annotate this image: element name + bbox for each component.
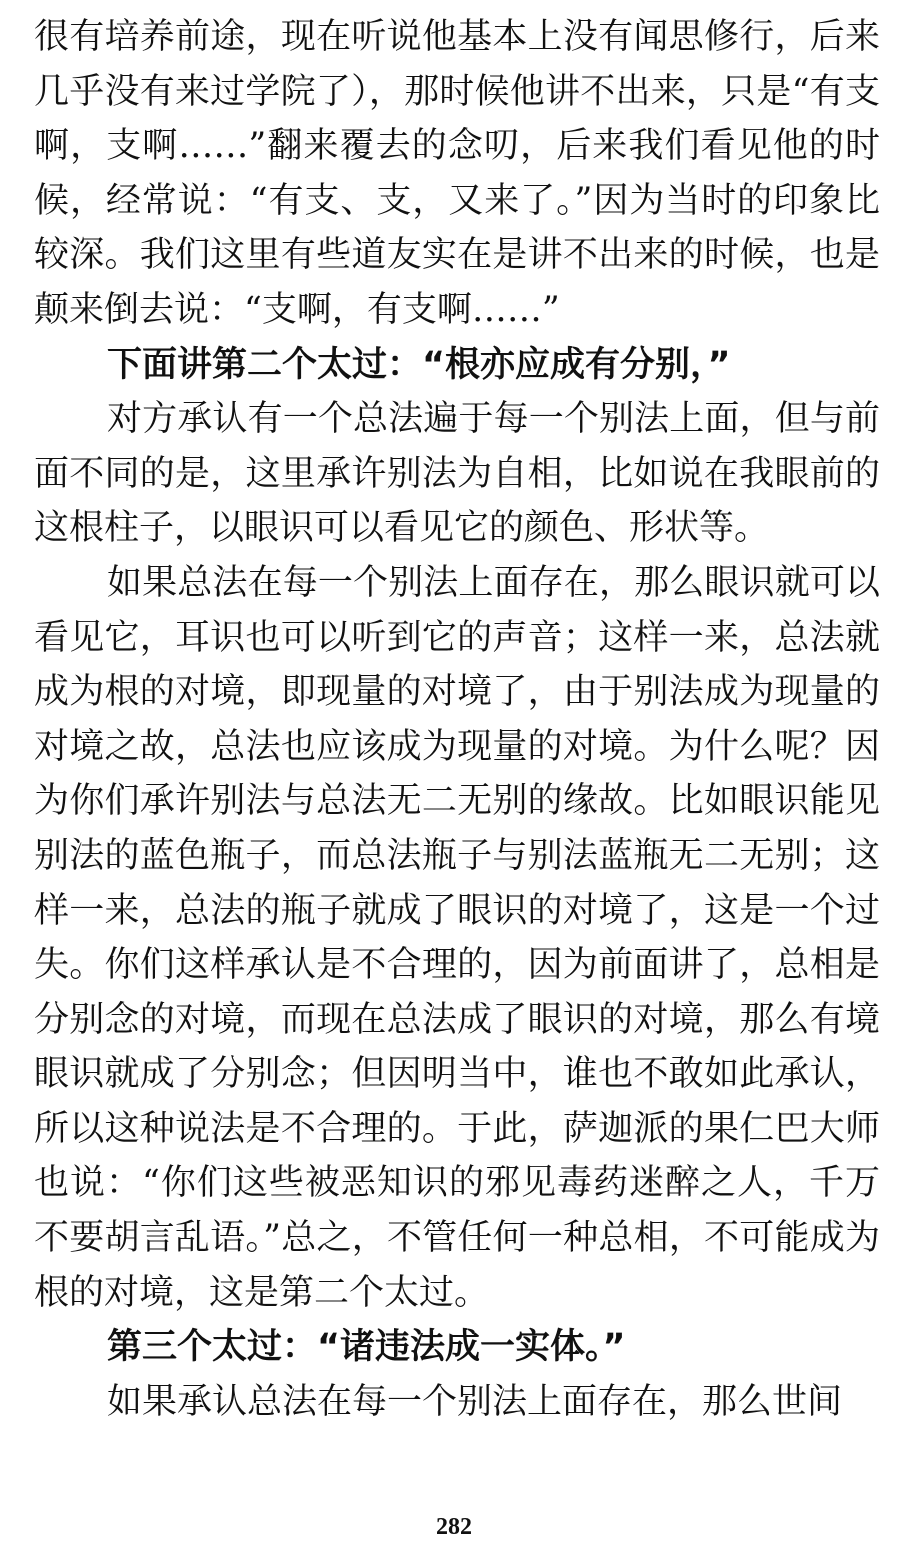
paragraph-third-fault-start: 如果承认总法在每一个别法上面存在，那么世间 [107, 1381, 843, 1422]
paragraph-continuation: 很有培养前途，现在听说他基本上没有闻思修行，后来几乎没有来过学院了），那时候他讲不出来，只是“有支啊，支啊……”翻来覆去的念叨，后来我们看见他的时候，经常说：“有支、支，又来了。”因为当时的印象比较深。我们这里有些道友实在是讲不出来的时候，也是颠来倒去说：“支啊，有支啊……” [34, 17, 880, 330]
paragraph-opponent-claim: 对方承认有一个总法遍于每一个别法上面，但与前面不同的是，这里承许别法为自相，比如说在我眼前的这根柱子，以眼识可以看见它的颜色、形状等。 [34, 399, 880, 549]
page-number: 282 [436, 1514, 472, 1540]
section-heading-second-fault: 下面讲第二个太过：“根亦应成有分别，” [107, 344, 731, 385]
paragraph-refutation: 如果总法在每一个别法上面存在，那么眼识就可以看见它，耳识也可以听到它的声音；这样一来，总法就成为根的对境，即现量的对境了，由于别法成为现量的对境之故，总法也应该成为现量的对境。为什么呢？因为你们承许别法与总法无二无别的缘故。比如眼识能见别法的蓝色瓶子，而总法瓶子与别法蓝瓶无二无别；这样一来，总法的瓶子就成了眼识的对境了，这是一个过失。你们这样承认是不合理的，因为前面讲了，总相是分别念的对境，而现在总法成了眼识的对境，那么有境眼识就成了分别念；但因明当中，谁也不敢如此承认，所以这种说法是不合理的。于此，萨迦派的果仁巴大师也说：“你们这些被恶知识的邪见毒药迷醉之人，千万不要胡言乱语。”总之，不管任何一种总相，不可能成为根的对境，这是第二个太过。 [34, 562, 880, 1313]
section-heading-third-fault: 第三个太过：“诸违法成一实体。” [107, 1327, 626, 1368]
page-body [34, 10, 880, 1429]
